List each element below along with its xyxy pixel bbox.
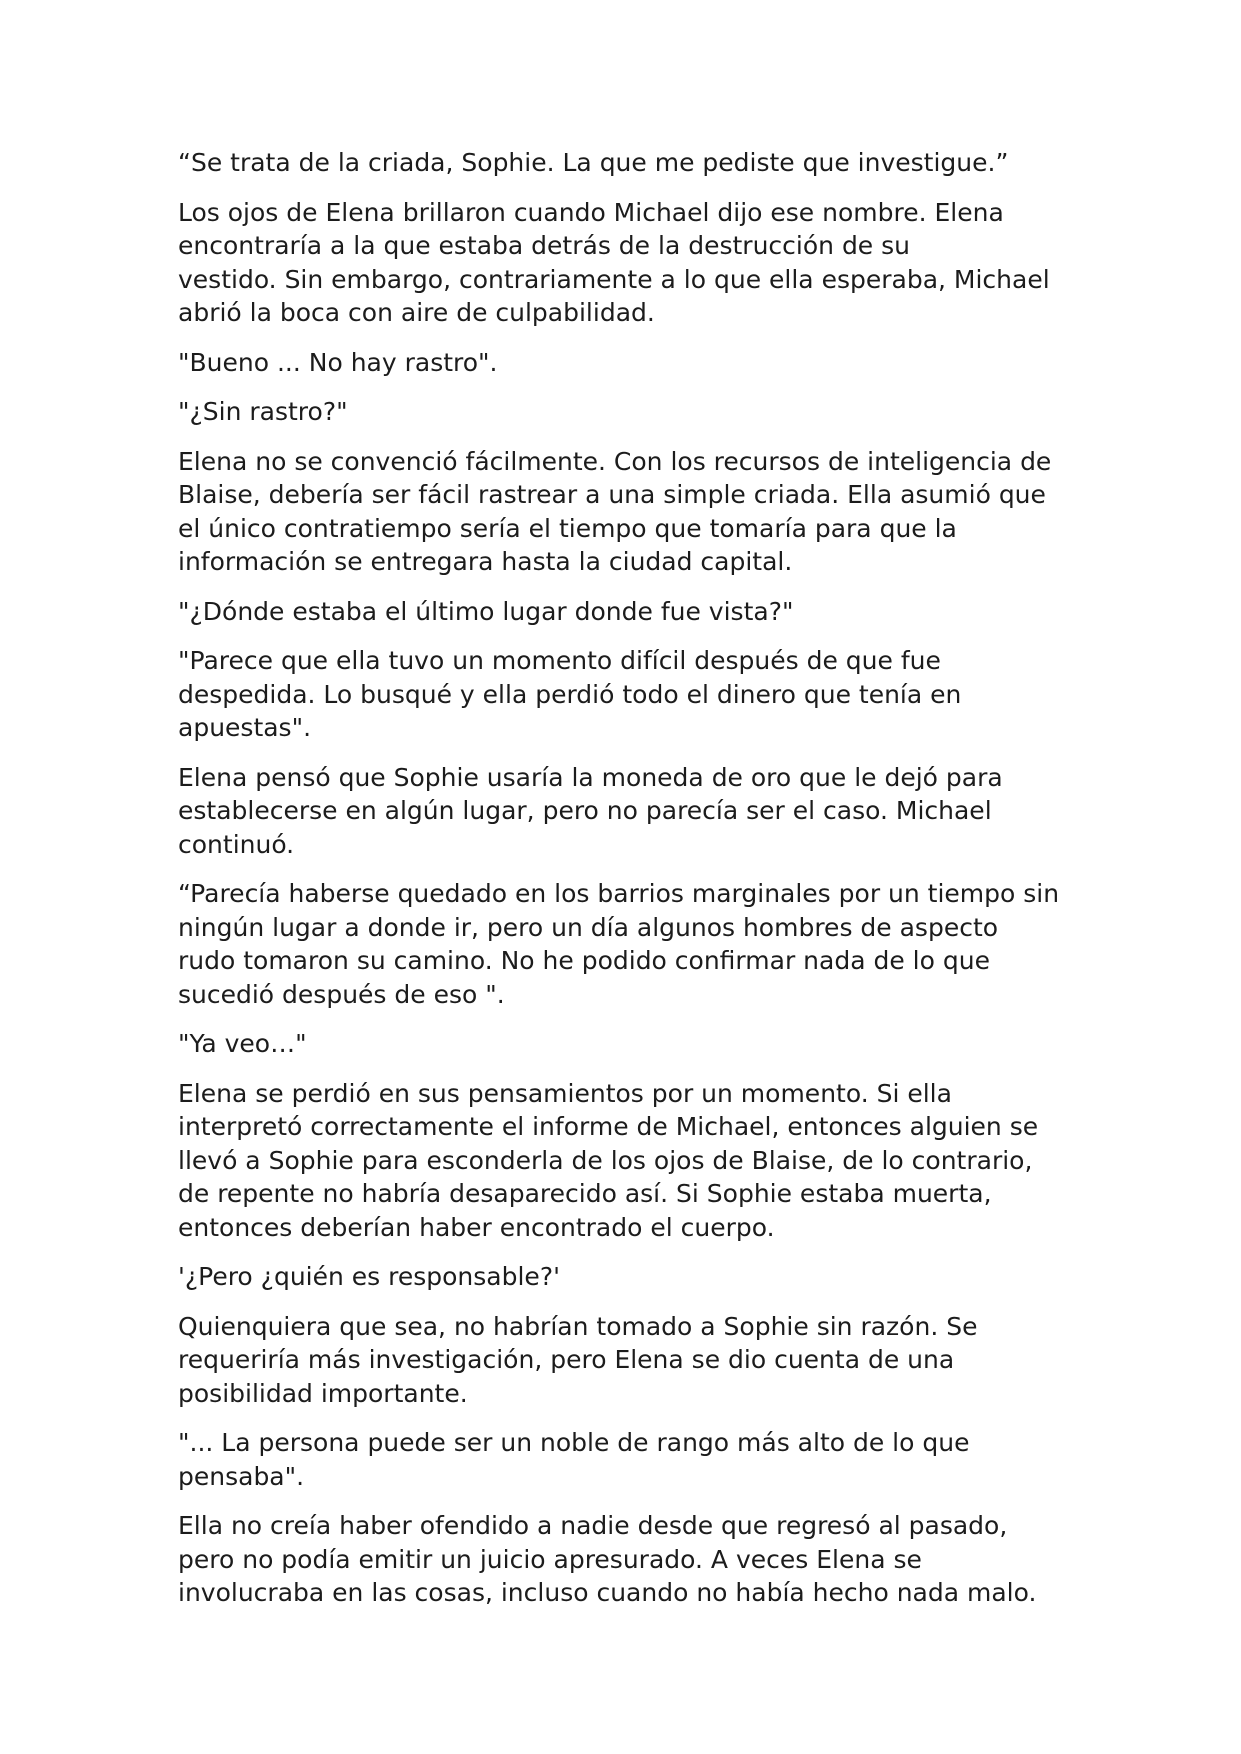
paragraph: Elena se perdió en sus pensamientos por un momento. Si ella interpretó correctamente el informe de Michael, entonces alguien se llevó a Sophie para esconderla de los ojos de Blaise, de lo contrario, de repente no habría desaparecido así. Si Sophie estaba muerta, entonces deberían haber encontrado el cuerpo. [178,1078,1039,1242]
paragraph: "... La persona puede ser un noble de rango más alto de lo que pensaba". [178,1428,970,1491]
paragraph: "Parece que ella tuvo un momento difícil después de que fue despedida. Lo busqué y ella perdió todo el dinero que tenía en apuestas". [178,646,962,742]
document-body [178,146,1078,1626]
paragraph: Elena no se convenció fácilmente. Con los recursos de inteligencia de Blaise, debería ser fácil rastrear a una simple criada. Ella asumió que el único contratiempo sería el tiempo que tomaría para que la información se entregara hasta la ciudad capital. [178,446,1052,576]
paragraph: “Parecía haberse quedado en los barrios marginales por un tiempo sin ningún lugar a donde ir, pero un día algunos hombres de aspecto rudo tomaron su camino. No he podido confirmar nada de lo que sucedió después de eso ". [178,879,1060,1009]
paragraph: '¿Pero ¿quién es responsable?' [178,1262,560,1291]
paragraph: "¿Dónde estaba el último lugar donde fue vista?" [178,596,794,626]
paragraph: Elena pensó que Sophie usaría la moneda de oro que le dejó para establecerse en algún lugar, pero no parecía ser el caso. Michael continuó. [178,762,1003,859]
paragraph: Quienquiera que sea, no habrían tomado a Sophie sin razón. Se requeriría más investigación, pero Elena se dio cuenta de una posibilidad importante. [178,1311,978,1408]
paragraph: “Se trata de la criada, Sophie. La que me pediste que investigue.” [178,148,1009,177]
paragraph: "¿Sin rastro?" [178,397,348,426]
paragraph: "Ya veo…" [178,1029,307,1058]
paragraph: Los ojos de Elena brillaron cuando Michael dijo ese nombre. Elena encontraría a la que estaba detrás de la destrucción de su vestido. Sin embargo, contrariamente a lo que ella esperaba, Michael abrió la boca con aire de culpabilidad. [178,197,1050,327]
paragraph: "Bueno ... No hay rastro". [178,347,498,377]
paragraph: Ella no creía haber ofendido a nadie desde que regresó al pasado, pero no podía emitir un juicio apresurado. A veces Elena se involucraba en las cosas, incluso cuando no había hecho nada malo. [178,1511,1037,1607]
